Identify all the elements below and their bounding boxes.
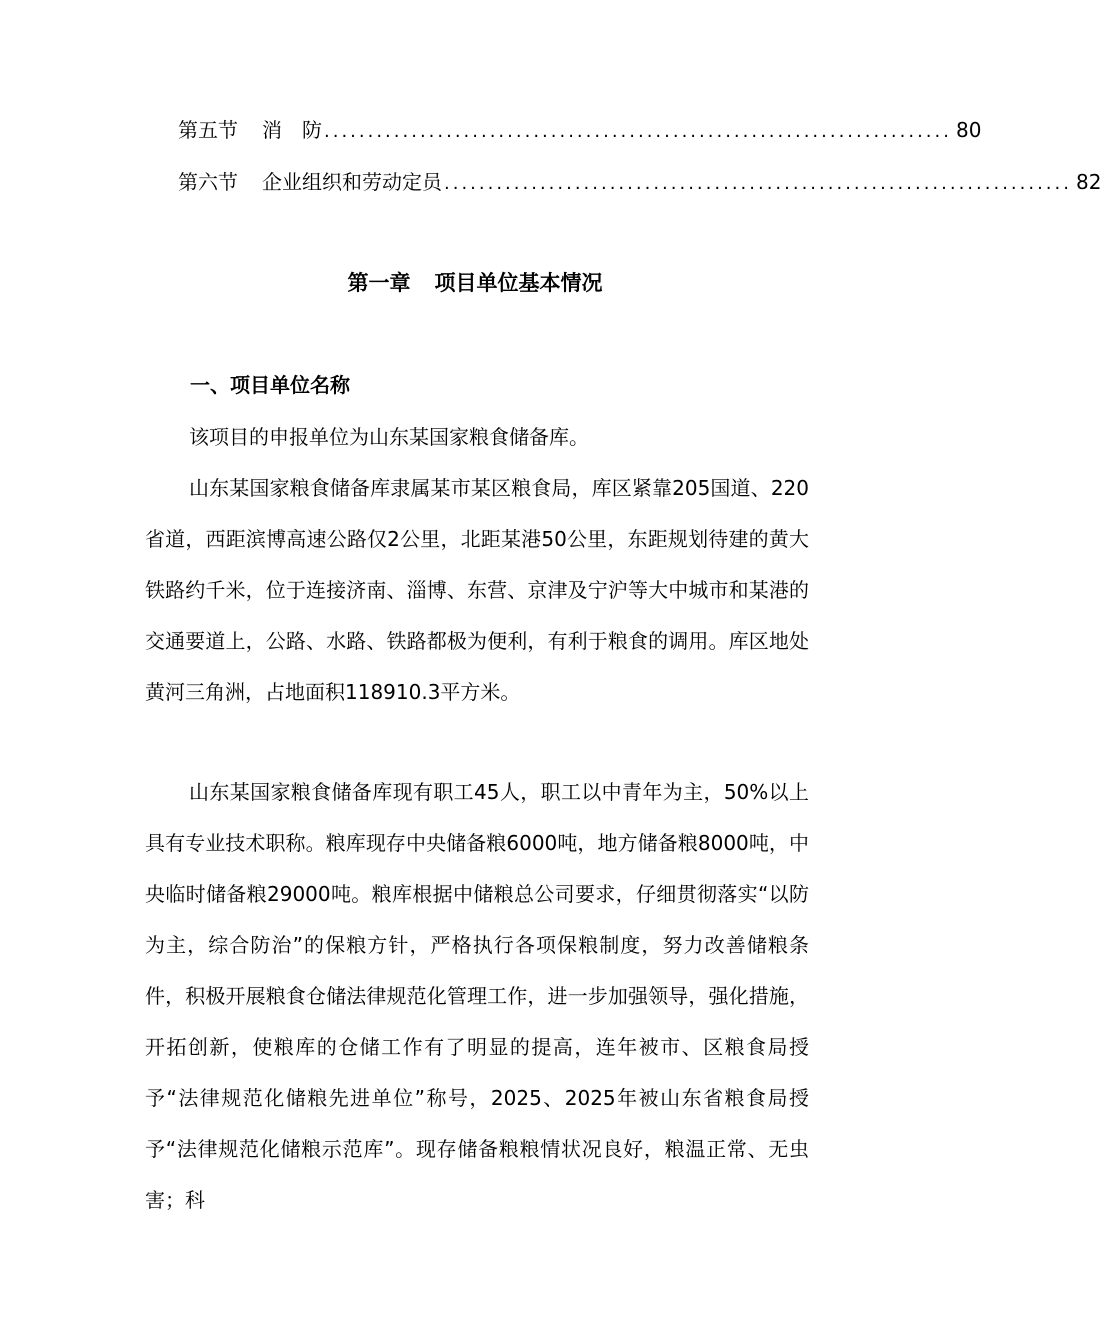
chapter-name: 项目单位基本情况 [434, 271, 603, 295]
toc-section-title: 企业组织和劳动定员 [262, 170, 442, 194]
toc-entry [178, 115, 982, 145]
paragraph: 山东某国家粮食储备库隶属某市某区粮食局，库区紧靠205国道、220省道，西距滨博高速公路仅2公里，北距某港50公里，东距规划待建的黄大铁路约千米，位于连接济南、淄博、东营、京津及宁沪等大中城市和某港的交通要道上，公路、水路、铁路都极为便利，有利于粮食的调用。库区地处黄河三角洲，占地面积118910.3平方米。 [145, 476, 809, 704]
toc-leader-dots: ........................................................................ [444, 173, 1072, 194]
toc-page-number: 82 [1075, 170, 1101, 194]
paragraph: 该项目的申报单位为山东某国家粮食储备库。 [189, 425, 589, 449]
toc-entry [178, 167, 1101, 197]
toc-page-number: 80 [955, 118, 982, 142]
paragraph: 山东某国家粮食储备库现有职工45人，职工以中青年为主，50%以上具有专业技术职称。粮库现存中央储备粮6000吨，地方储备粮8000吨，中央临时储备粮29000吨。粮库根据中储粮总公司要求，仔细贯彻落实“以防为主，综合防治”的保粮方针，严格执行各项保粮制度，努力改善储粮条件，积极开展粮食仓储法律规范化管理工作，进一步加强领导，强化措施，开拓创新，使粮库的仓储工作有了明显的提高，连年被市、区粮食局授予“法律规范化储粮先进单位”称号，2025、2025年被山东省粮食局授予“法律规范化储粮示范库”。现存储备粮粮情状况良好，粮温正常、无虫害；科 [145, 780, 809, 1212]
toc-section-number: 第五节 [178, 118, 238, 142]
chapter-number: 第一章 [347, 271, 411, 295]
toc-leader-dots: ........................................................................ [324, 121, 952, 142]
toc-section-number: 第六节 [178, 170, 238, 194]
toc-section-title: 消 防 [262, 118, 322, 142]
chapter-title [0, 268, 950, 298]
section-heading: 一、项目单位名称 [190, 373, 350, 397]
